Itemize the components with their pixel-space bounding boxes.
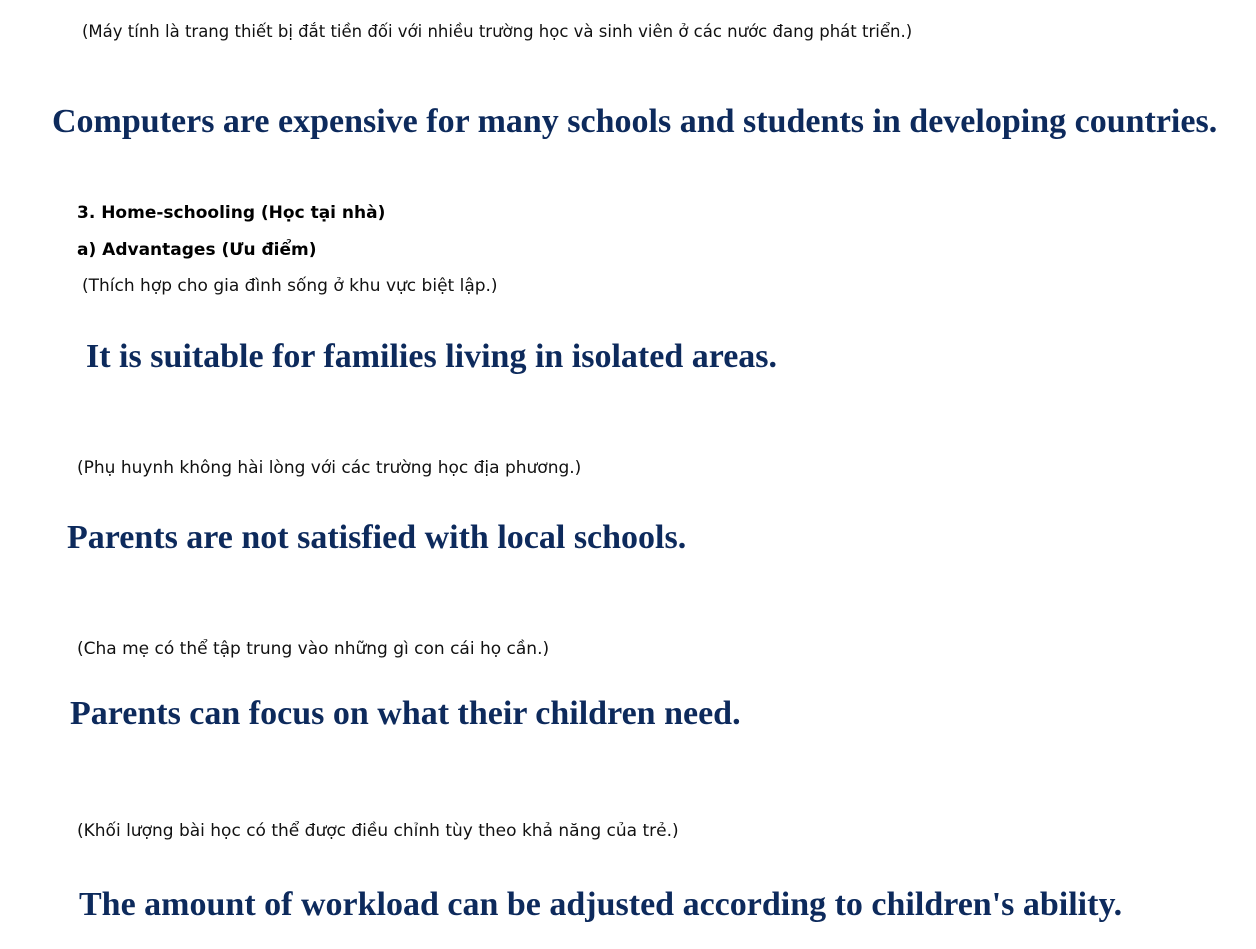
- vietnamese-translation-isolated: (Thích hợp cho gia đình sống ở khu vực biệt lập.): [82, 276, 498, 296]
- english-sentence-isolated: It is suitable for families living in isolated areas.: [86, 338, 778, 375]
- english-sentence-computers: Computers are expensive for many schools and students in developing countries.: [52, 103, 1218, 140]
- english-sentence-workload: The amount of workload can be adjusted according to children's ability.: [79, 886, 1123, 923]
- section-title: 3. Home-schooling (Học tại nhà): [77, 203, 386, 223]
- english-sentence-focus: Parents can focus on what their children need.: [70, 695, 741, 732]
- section-subtitle: a) Advantages (Ưu điểm): [77, 240, 317, 260]
- english-sentence-local-schools: Parents are not satisfied with local schools.: [67, 519, 687, 556]
- vietnamese-translation-focus: (Cha mẹ có thể tập trung vào những gì con cái họ cần.): [77, 639, 550, 659]
- vietnamese-translation-computers: (Máy tính là trang thiết bị đắt tiền đối với nhiều trường học và sinh viên ở các nước đang phát triển.): [82, 22, 913, 41]
- vietnamese-translation-local-schools: (Phụ huynh không hài lòng với các trường học địa phương.): [77, 458, 582, 478]
- vietnamese-translation-workload: (Khối lượng bài học có thể được điều chỉnh tùy theo khả năng của trẻ.): [77, 821, 679, 841]
